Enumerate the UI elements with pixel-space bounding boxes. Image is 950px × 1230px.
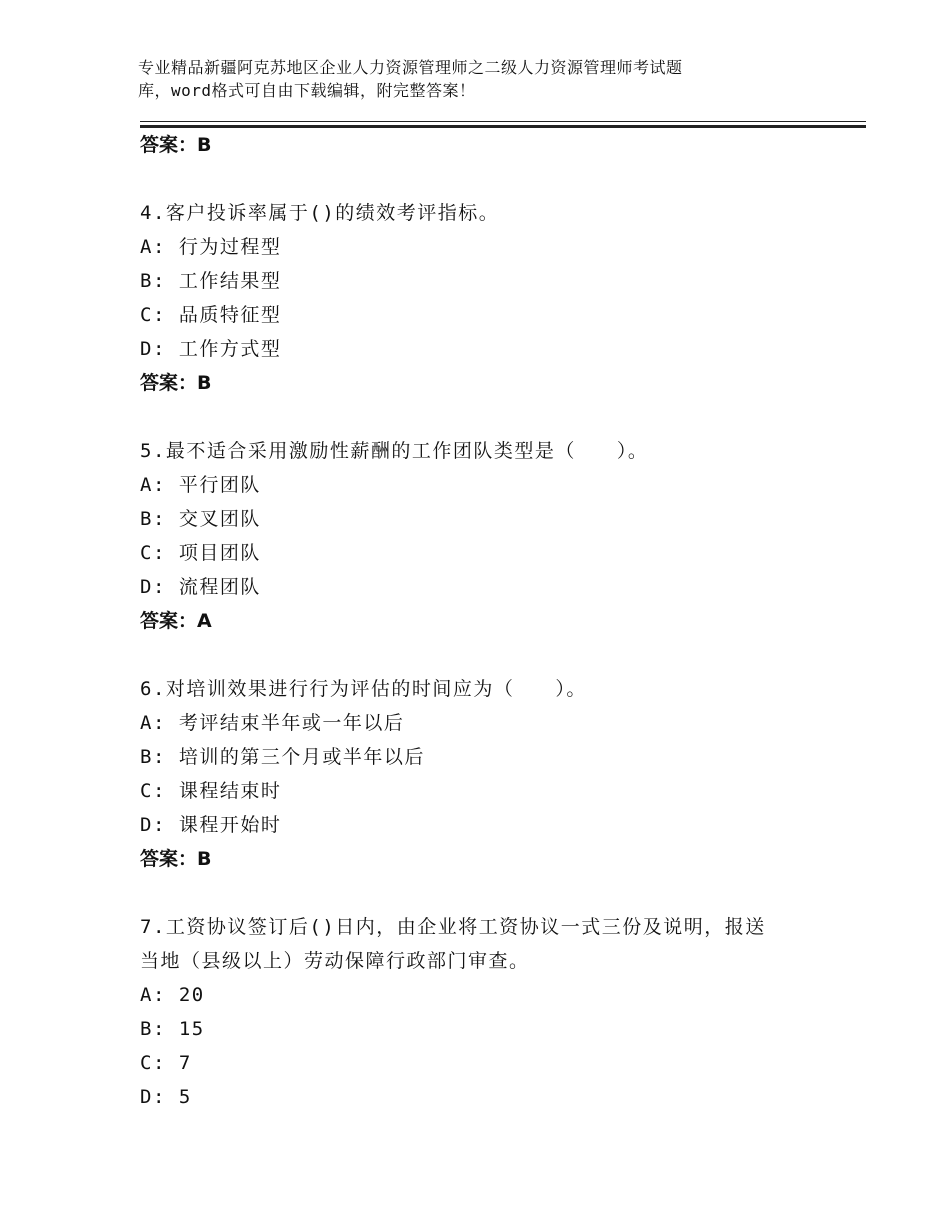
question-stem: 6.对培训效果进行行为评估的时间应为（ ）。 bbox=[140, 678, 587, 700]
previous-answer: 答案：B bbox=[140, 134, 212, 156]
header-line-2: 库，word格式可自由下载编辑，附完整答案！ bbox=[138, 81, 476, 100]
option-d: D: 流程团队 bbox=[140, 576, 261, 598]
answer: 答案：B bbox=[140, 372, 212, 394]
option-d: D: 工作方式型 bbox=[140, 338, 282, 360]
option-c: C: 品质特征型 bbox=[140, 304, 282, 326]
option-a: A: 20 bbox=[140, 984, 205, 1006]
question-5 bbox=[140, 434, 860, 638]
option-b: B: 15 bbox=[140, 1018, 205, 1040]
option-a: A: 行为过程型 bbox=[140, 236, 282, 258]
option-b: B: 交叉团队 bbox=[140, 508, 261, 530]
question-6 bbox=[140, 672, 860, 876]
header-line-1: 专业精品新疆阿克苏地区企业人力资源管理师之二级人力资源管理师考试题 bbox=[138, 58, 683, 77]
question-content bbox=[140, 128, 860, 1114]
option-c: C: 7 bbox=[140, 1052, 192, 1074]
header-divider bbox=[140, 121, 866, 128]
option-d: D: 5 bbox=[140, 1086, 192, 1108]
option-b: B: 工作结果型 bbox=[140, 270, 282, 292]
document-header bbox=[138, 56, 778, 102]
question-7 bbox=[140, 910, 860, 1114]
question-stem-line-1: 7.工资协议签订后()日内，由企业将工资协议一式三份及说明，报送 bbox=[140, 916, 766, 938]
option-c: C: 项目团队 bbox=[140, 542, 261, 564]
option-a: A: 平行团队 bbox=[140, 474, 261, 496]
option-a: A: 考评结束半年或一年以后 bbox=[140, 712, 405, 734]
question-stem-line-2: 当地（县级以上）劳动保障行政部门审查。 bbox=[140, 950, 530, 972]
answer: 答案：A bbox=[140, 610, 212, 632]
option-b: B: 培训的第三个月或半年以后 bbox=[140, 746, 425, 768]
question-stem: 4.客户投诉率属于()的绩效考评指标。 bbox=[140, 202, 500, 224]
option-c: C: 课程结束时 bbox=[140, 780, 282, 802]
answer: 答案：B bbox=[140, 848, 212, 870]
question-4 bbox=[140, 196, 860, 400]
question-stem: 5.最不适合采用激励性薪酬的工作团队类型是（ ）。 bbox=[140, 440, 649, 462]
option-d: D: 课程开始时 bbox=[140, 814, 282, 836]
